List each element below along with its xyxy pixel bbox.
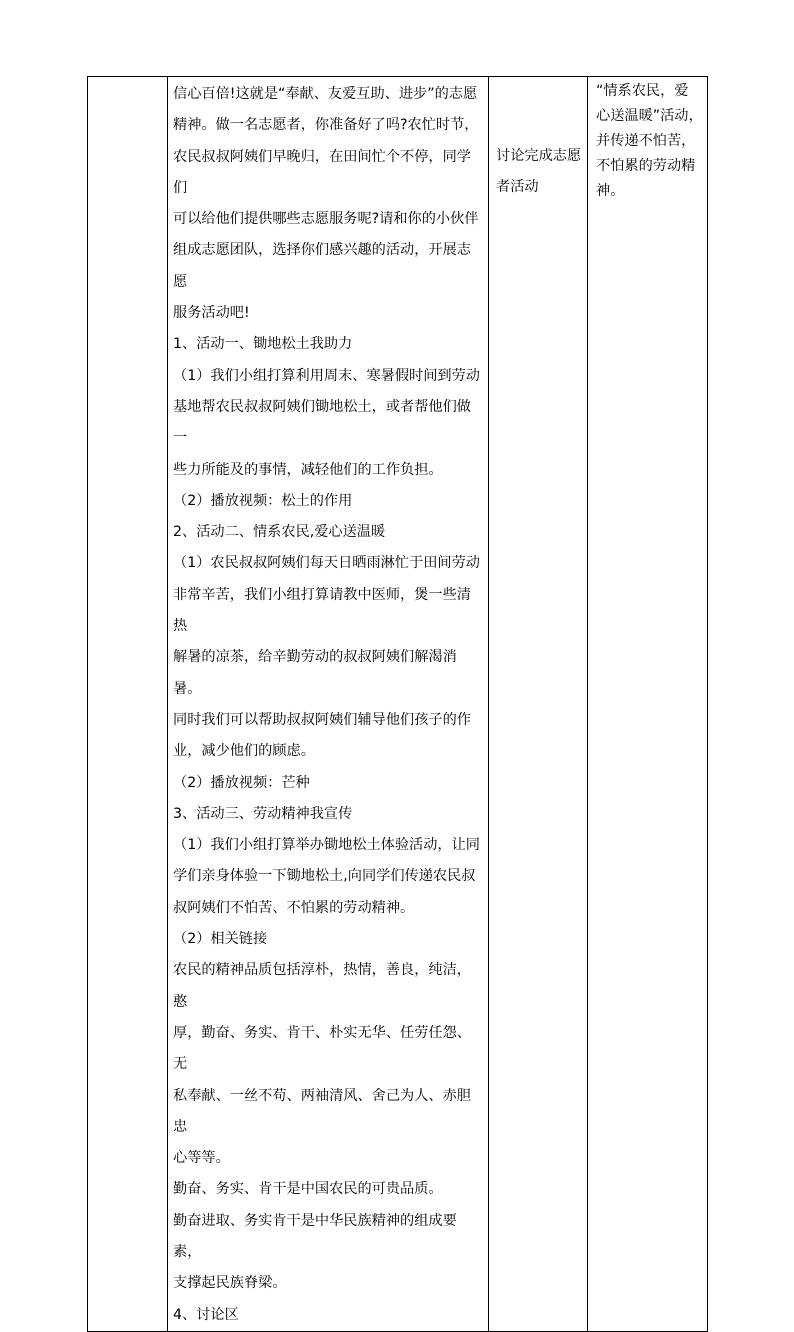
content-line: （2）播放视频：芒种 (173, 774, 310, 791)
student-activity (489, 77, 587, 203)
content-line: （1）我们小组打算举办锄地松土体验活动，让同 (173, 837, 480, 854)
empty-first-column-cell (88, 77, 168, 1332)
intent-line: 心送温暖”活动， (596, 108, 703, 124)
activity-line: 者活动 (496, 179, 539, 195)
intent-line: 不怕累的劳动精 (596, 158, 696, 174)
content-line: 3、活动三、劳动精神我宣传 (173, 805, 353, 822)
lesson-plan-table (87, 76, 708, 1332)
content-line: 支撑起民族脊梁。 (173, 1275, 287, 1292)
content-line: 私奉献、一丝不苟、两袖清风、舍己为人、赤胆忠 (173, 1087, 471, 1135)
intent-line: 并传递不怕苦， (596, 133, 696, 149)
content-line: （2）播放视频：松土的作用 (173, 492, 353, 509)
design-intent (588, 77, 707, 204)
content-line: 厚，勤奋、务实、肯干、朴实无华、任劳任怨、无 (173, 1024, 471, 1073)
content-line: 业，减少他们的顾虑。 (173, 743, 315, 760)
content-line: 基地帮农民叔叔阿姨们锄地松土，或者帮他们做一 (173, 398, 471, 447)
content-line: 4、讨论区 (173, 1306, 239, 1323)
content-line: （2）相关链接 (173, 931, 268, 948)
teaching-content-cell (168, 77, 489, 1332)
content-line: 信心百倍!这就是“奉献、友爱互助、进步”的志愿 (173, 86, 478, 102)
content-line: 同时我们可以帮助叔叔阿姨们辅导他们孩子的作 (173, 711, 471, 728)
table-row (88, 77, 708, 1332)
design-intent-cell (588, 77, 708, 1332)
content-line: （1）农民叔叔阿姨们每天日晒雨淋忙于田间劳动 (173, 555, 480, 572)
content-line: 1、活动一、锄地松土我助力 (173, 336, 353, 353)
content-line: 解暑的凉茶，给辛勤劳动的叔叔阿姨们解渴消暑。 (173, 649, 457, 697)
content-line: 学们亲身体验一下锄地松土,向同学们传递农民叔 (173, 868, 476, 885)
content-line: 服务活动吧! (173, 305, 250, 322)
content-line: 2、活动二、情系农民,爱心送温暖 (173, 524, 386, 541)
content-line: 勤奋、务实、肯干是中国农民的可贵品质。 (173, 1181, 443, 1198)
content-line: 些力所能及的事情，减轻他们的工作负担。 (173, 461, 443, 478)
intent-line: “情系农民，爱 (596, 83, 689, 99)
content-line: （1）我们小组打算利用周末、寒暑假时间到劳动 (173, 367, 480, 384)
content-line: 叔阿姨们不怕苦、不怕累的劳动精神。 (173, 899, 415, 916)
content-line: 非常辛苦，我们小组打算请教中医师，煲一些清热 (173, 586, 471, 635)
student-activity-cell (489, 77, 588, 1332)
activity-line: 讨论完成志愿 (496, 148, 582, 164)
content-line: 组成志愿团队，选择你们感兴趣的活动，开展志愿 (173, 242, 471, 290)
teaching-content (168, 77, 488, 1331)
content-line: 精神。做一名志愿者，你准备好了吗?农忙时节， (173, 117, 479, 134)
intent-line: 神。 (596, 183, 625, 199)
content-line: 可以给他们提供哪些志愿服务呢?请和你的小伙伴 (173, 211, 479, 228)
content-line: 勤奋进取、务实肯干是中华民族精神的组成要素， (173, 1212, 457, 1260)
content-line: 农民叔叔阿姨们早晚归，在田间忙个不停，同学们 (173, 148, 471, 196)
content-line: 农民的精神品质包括淳朴，热情，善良，纯洁，憨 (173, 962, 471, 1010)
content-line: 心等等。 (173, 1150, 230, 1167)
